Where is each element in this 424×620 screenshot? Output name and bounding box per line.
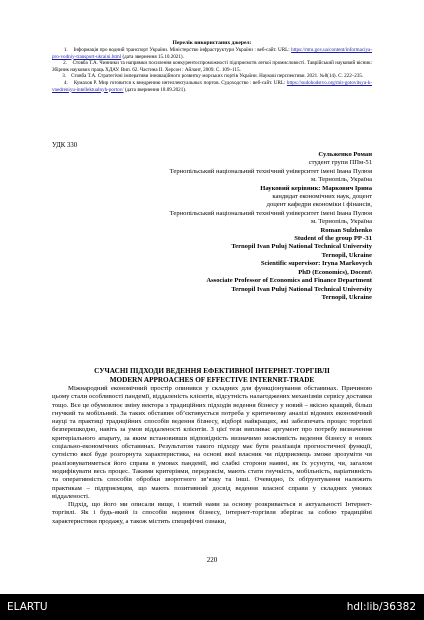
en-supervisor-degree: PhD (Economics), Docent\ [298, 268, 372, 276]
en-supervisor-position: Associate Professor of Economics and Finance Department [206, 277, 372, 285]
en-student-role: Student of the group PP -31 [294, 235, 372, 243]
article-body [52, 385, 372, 526]
article-titles [0, 367, 424, 385]
footer-bar [0, 594, 424, 620]
ua-supervisor-position: доцент кафедри економіки і фінансів, [266, 201, 372, 209]
en-supervisor-city: Ternopil, Ukraine [321, 293, 372, 301]
ua-supervisor-university: Тернопільський національний технічний університет імені Івана Пулюя [169, 209, 372, 217]
en-supervisor-university: Ternopil Ivan Puluj National Technical University [231, 285, 372, 293]
article-title-ua: СУЧАСНІ ПІДХОДИ ВЕДЕННЯ ЕФЕКТИВНОЇ ІНТЕРНЕТ-ТОРГІВЛІ [94, 367, 330, 375]
ua-student-name: Сульженко Роман [318, 151, 372, 158]
page-number: 220 [206, 556, 218, 564]
reference-link[interactable]: https://mtu.gov.ua/content/informaciya-pro-vodniy-transport-ukraini.html [52, 47, 373, 60]
ua-city: м. Тернопіль, Україна [310, 176, 372, 184]
reference-item: 2. Стовба Т.А. Чинники та напрямки посилення конкурентоспроможності підприємств легкої промисловості. Таврійський науковий вісник: Збірник наукових праць ХДАУ. Вип. 62. Частина ІІ. Херсон : Айлант, 2009. С. 109–115. [52, 60, 373, 73]
ua-student-role: студент групи ППм-51 [308, 159, 372, 167]
ua-university: Тернопільський національний технічний університет імені Івана Пулюя [169, 167, 372, 175]
repository-label: ELARTU [7, 601, 48, 613]
en-student-name: Roman Sulzhenko [320, 226, 372, 234]
ua-supervisor-degree: кандидат економічних наук, доцент [272, 193, 372, 201]
references-title: Перелік використаних джерел: [172, 40, 252, 46]
reference-item: 4. Кумахов Р. Мир готовится к внедрению интеллектуальных портов. Судоходство : веб-сайт. URL: https://sudohodstvo.org/mir-gotovitsya-k-vnedreniyu-intellektualnyh-portov/ (дата звернення 18.09.2021). [52, 79, 373, 93]
udk-code: УДК 330 [52, 142, 78, 149]
en-supervisor: Scientific supervisor: Iryna Markovych [260, 260, 372, 268]
ua-supervisor-city: м. Тернопіль, Україна [310, 218, 372, 226]
references-list [52, 47, 372, 93]
ua-supervisor: Науковий керівник: Маркович Ірина [260, 184, 372, 192]
reference-item: 1. Інформація про водний транспорт України. Міністерство інфраструктури України : веб-сайт. URL: https://mtu.gov.ua/content/informaciya-pro-vodniy-transport-ukraini.html (дата звернення 15.10.2021). [52, 47, 373, 60]
authors-block [52, 151, 372, 302]
en-city: Ternopil, Ukraine [321, 251, 372, 259]
article-title-en: MODERN APPROACHES OF EFFECTIVE INTERNRT-TRADE [109, 376, 315, 384]
reference-link[interactable]: https://sudohodstvo.org/mir-gotovitsya-k-vnedreniyu-intellektualnyh-portov/ [52, 79, 373, 93]
handle-id: hdl:lib/36382 [346, 601, 416, 613]
body-paragraph: Підхід, що його ми описали вище, і взятий нами за основу розкривається в актуальності Інтернет-торгівлі. Як і будь-який із способів ведення бізнесу, інтернет-торгівля зберігає за собою традиційні характеристики продажу, а також містить специфічні ознаки, [52, 501, 372, 525]
en-university: Ternopil Ivan Puluj National Technical University [231, 243, 372, 251]
body-paragraph: Міжнародний економічний простір опинився у складних для функціонування обставинах. Причиною цьому стали особливості пандемії, віддаленість клієнтів, відсутність налагоджених механізмів сервісу доставки тощо. Все це обумовлює зміну вектора з традиційних підходів ведення бізнесу у новий – якісно кращий, більш гнучкий та мобільний. За таких обставин об’єктивується потреба у критичному аналізі відомих економічний науці та практиці традиційних способів ведення бізнесу, відборі найкращих, які забезпечать процес торгівлі безперешкодно, навіть за умов віддаленості клієнтів. З цієї тези випливає аргумент про потребу визначення критеріального апарату, за яким встановивши відповідність визначимо можливість ведення бізнесу в нових соціально-економічних обставинах. Результатом такого підходу має бути реалізація прогностичної функції, сутністю якої буде розгорнута характеристика, на основі якої власник чи підприємець зможе зрозуміти чи реалізовуватиметься його справа в умовах пандемії, які слабкі сторони наявні, як їх усунути, чи, загалом модифікувати весь процес. Такими критеріями, передовсім, мають стати гнучкість, мобільність, варіативність та оперативність способів обробки зворотного зв’язку та інші. Очевидно, їх обґрунтування належить практикам – підприємцям, що мають позитивний досвід ведення власної справи у складних умовах віддаленості. [52, 385, 372, 500]
reference-item: 3. Стовба Т.А. Стратегічні імперативи інноваційного розвитку морських портів України. Наукові перспективи. 2021. №8(14). С. 222–235. [62, 73, 364, 80]
